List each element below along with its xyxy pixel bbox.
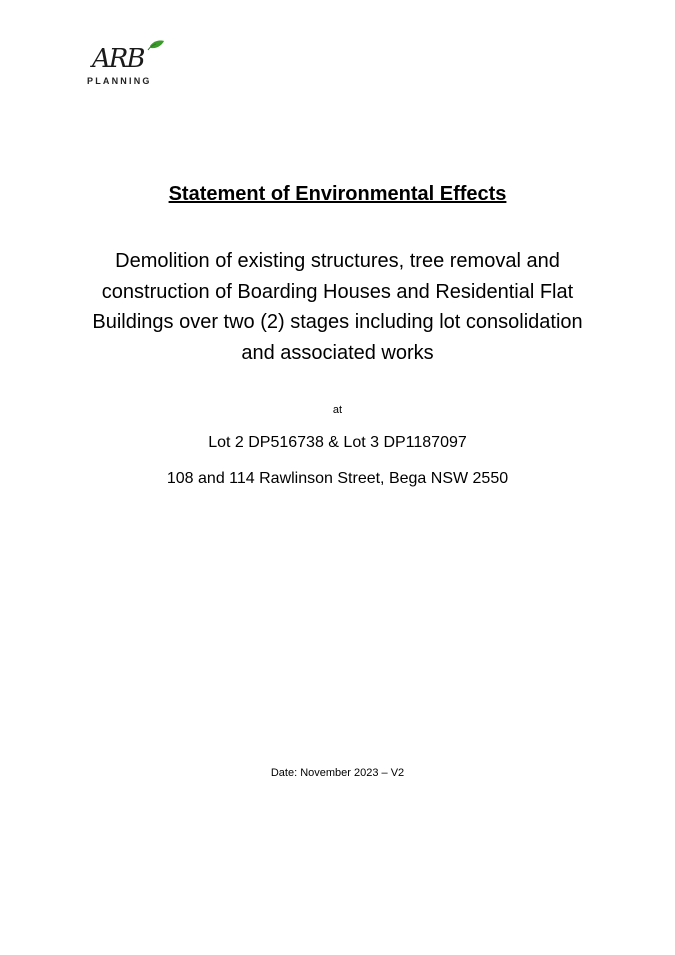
document-title: Statement of Environmental Effects (168, 183, 507, 205)
company-logo (84, 40, 166, 90)
at-label: at (332, 404, 343, 416)
site-address: 108 and 114 Rawlinson Street, Bega NSW 2550 (166, 470, 509, 487)
lot-details: Lot 2 DP516738 & Lot 3 DP1187097 (208, 434, 467, 451)
logo-subtitle: PLANNING (87, 76, 152, 86)
proposal-description: Demolition of existing structures, tree removal and construction of Boarding Houses and Residential Flat Buildings over two (2) stages including lot consolidation and associated works (92, 250, 583, 364)
document-date: Date: November 2023 – V2 (270, 767, 405, 779)
logo-mark: ARB (92, 44, 144, 74)
